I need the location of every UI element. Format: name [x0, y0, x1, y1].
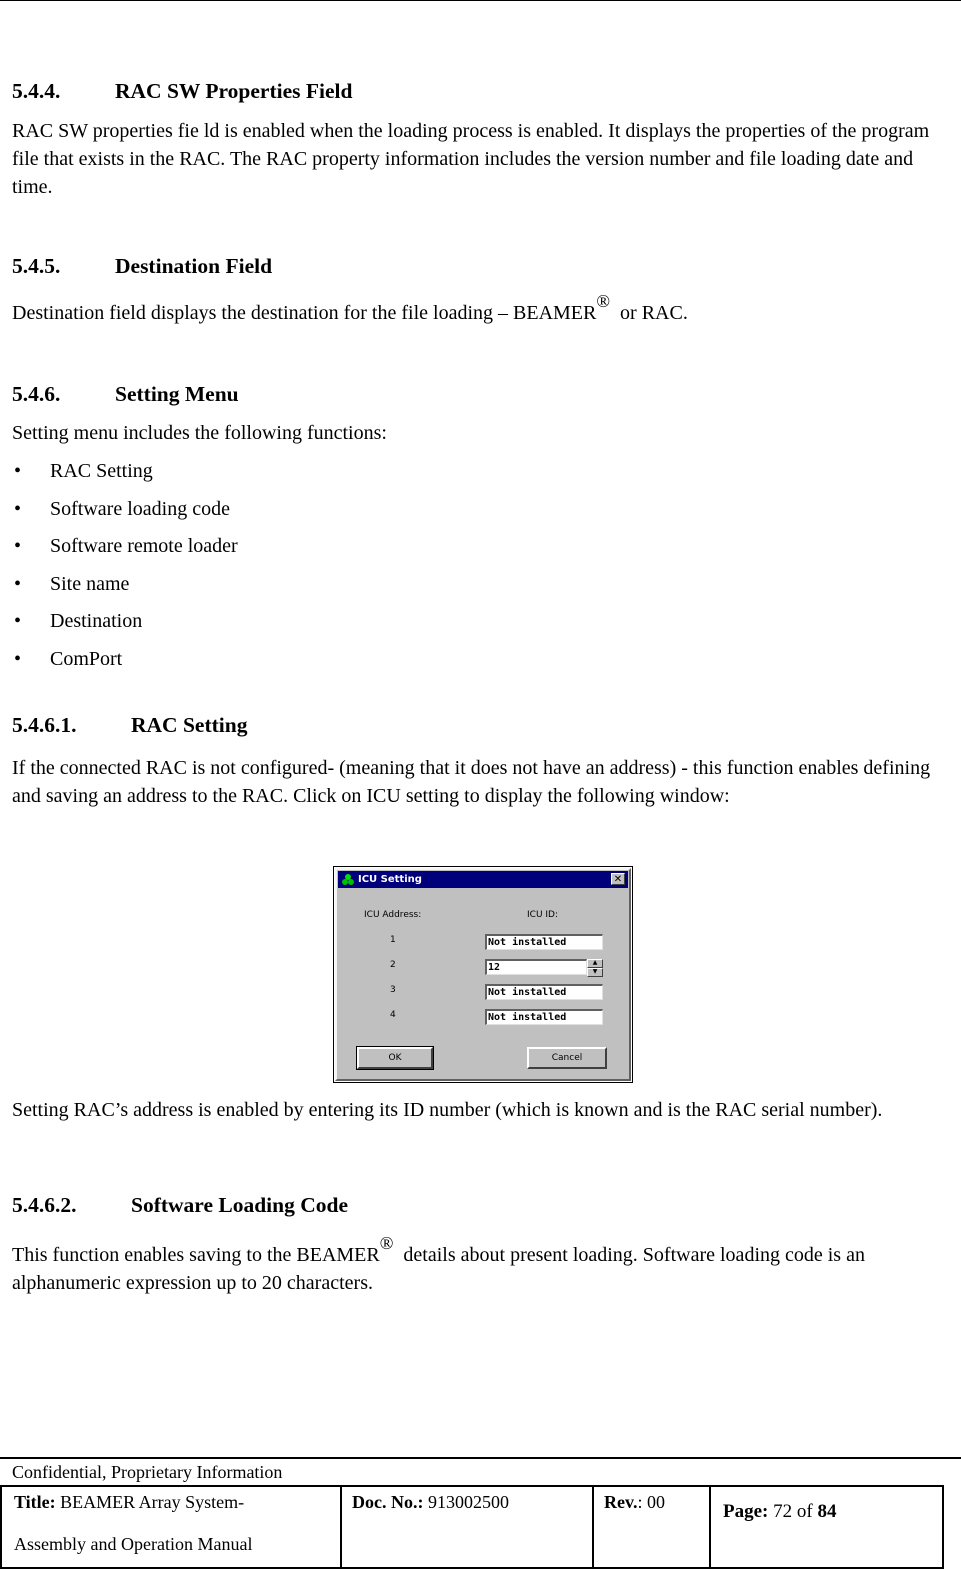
heading-title: Setting Menu	[115, 382, 239, 406]
paragraph-rac-setting: If the connected RAC is not configured- (meaning that it does not have an address) - this function enables defining and saving an address to the RAC. Click on ICU setting to display the following window:	[12, 757, 931, 807]
list-item-text: Software loading code	[50, 498, 230, 520]
icu-id-field-3[interactable]: Not installed	[485, 984, 603, 1000]
icu-id-field-2[interactable]: 12	[485, 959, 587, 975]
page-of: of	[792, 1501, 818, 1522]
list-item-text: Software remote loader	[50, 535, 238, 557]
paragraph-setting-menu-intro: Setting menu includes the following functions:	[12, 422, 387, 444]
text-span: or RAC.	[610, 302, 688, 324]
heading-number: 5.4.6.	[12, 382, 61, 406]
heading-number: 5.4.5.	[12, 254, 61, 278]
rev-label: Rev.	[604, 1492, 638, 1512]
list-item-text: ComPort	[50, 648, 123, 670]
icu-id-label: ICU ID:	[527, 910, 559, 920]
footer-page	[723, 1501, 836, 1523]
heading-number: 5.4.6.1.	[12, 713, 77, 737]
spin-down-icon[interactable]: ▼	[587, 968, 603, 977]
footer-page-cell	[709, 1487, 944, 1567]
icu-id-field-4[interactable]: Not installed	[485, 1009, 603, 1025]
list-item-text: Destination	[50, 610, 143, 632]
footer-rev	[604, 1492, 665, 1513]
footer-doc-number	[352, 1492, 509, 1513]
bullet-icon: •	[14, 648, 22, 670]
close-button[interactable]: ✕	[611, 873, 625, 885]
footer-title-line1	[14, 1492, 244, 1513]
title-value: BEAMER Array System-	[55, 1492, 245, 1512]
confidential-note: Confidential, Proprietary Information	[12, 1462, 283, 1482]
heading-5-4-6-2	[12, 1193, 349, 1218]
icu-address-label: ICU Address:	[364, 910, 422, 920]
footer-rev-cell	[592, 1487, 709, 1567]
footer-title-line2: Assembly and Operation Manual	[14, 1534, 253, 1554]
doc-label: Doc. No.:	[352, 1492, 424, 1512]
heading-title: Destination Field	[115, 254, 273, 278]
paragraph-software-loading-code	[12, 1233, 956, 1297]
doc-value: 913002500	[423, 1492, 509, 1512]
rev-value: : 00	[637, 1492, 666, 1512]
icu-id-field-1[interactable]: Not installed	[485, 934, 603, 950]
list-item-text: RAC Setting	[50, 460, 153, 482]
heading-5-4-6-1	[12, 713, 248, 738]
text-span: Destination field displays the destination for the file loading – BEAMER	[12, 302, 597, 324]
footer-table	[0, 1485, 944, 1569]
heading-number: 5.4.4.	[12, 79, 61, 103]
list-item-text: Site name	[50, 573, 130, 595]
network-icon	[341, 873, 355, 886]
bullet-icon: •	[14, 610, 22, 632]
address-1-label: 1	[390, 935, 396, 945]
heading-5-4-5	[12, 254, 273, 279]
dialog-titlebar	[338, 871, 628, 888]
bullet-icon: •	[14, 498, 22, 520]
paragraph-rac-address: Setting RAC’s address is enabled by entering its ID number (which is known and is the RAC serial number).	[12, 1099, 883, 1121]
address-3-label: 3	[390, 985, 396, 995]
heading-title: RAC Setting	[131, 713, 248, 737]
heading-number: 5.4.6.2.	[12, 1193, 77, 1217]
page-total: 84	[817, 1501, 837, 1522]
icu-setting-dialog-figure	[333, 866, 633, 1083]
text-span: details about present loading. Software loading code is an alphanumeric expression up to 20 characters.	[12, 1244, 870, 1294]
top-rule	[0, 0, 961, 1]
page-label: Page:	[723, 1501, 769, 1522]
bullet-icon: •	[14, 535, 22, 557]
heading-5-4-4	[12, 79, 353, 104]
title-label: Title:	[14, 1492, 56, 1512]
footer-title-cell	[2, 1487, 340, 1567]
address-4-label: 4	[390, 1010, 396, 1020]
page-number: 72	[768, 1501, 793, 1522]
dialog-title: ICU Setting	[358, 874, 422, 885]
ok-button[interactable]: OK	[357, 1047, 433, 1069]
footer-doc-cell	[340, 1487, 592, 1567]
bullet-icon: •	[14, 573, 22, 595]
icu-id-spinner[interactable]	[587, 959, 603, 975]
text-span: This function enables saving to the BEAMER	[12, 1244, 380, 1266]
registered-mark: ®	[596, 291, 611, 311]
footer-rule	[0, 1457, 961, 1459]
heading-5-4-6	[12, 382, 239, 407]
heading-title: RAC SW Properties Field	[115, 79, 353, 103]
spin-up-icon[interactable]: ▲	[587, 959, 603, 968]
paragraph-rac-sw-properties: RAC SW properties fie ld is enabled when the loading process is enabled. It displays the properties of the program file that exists in the RAC. The RAC property information includes the version number and file loading date and time.	[12, 120, 930, 198]
heading-title: Software Loading Code	[131, 1193, 349, 1217]
address-2-label: 2	[390, 960, 396, 970]
cancel-button[interactable]: Cancel	[527, 1047, 607, 1069]
registered-mark: ®	[379, 1233, 394, 1253]
bullet-icon: •	[14, 460, 22, 482]
paragraph-destination	[12, 291, 956, 327]
icu-setting-dialog	[335, 868, 631, 1081]
